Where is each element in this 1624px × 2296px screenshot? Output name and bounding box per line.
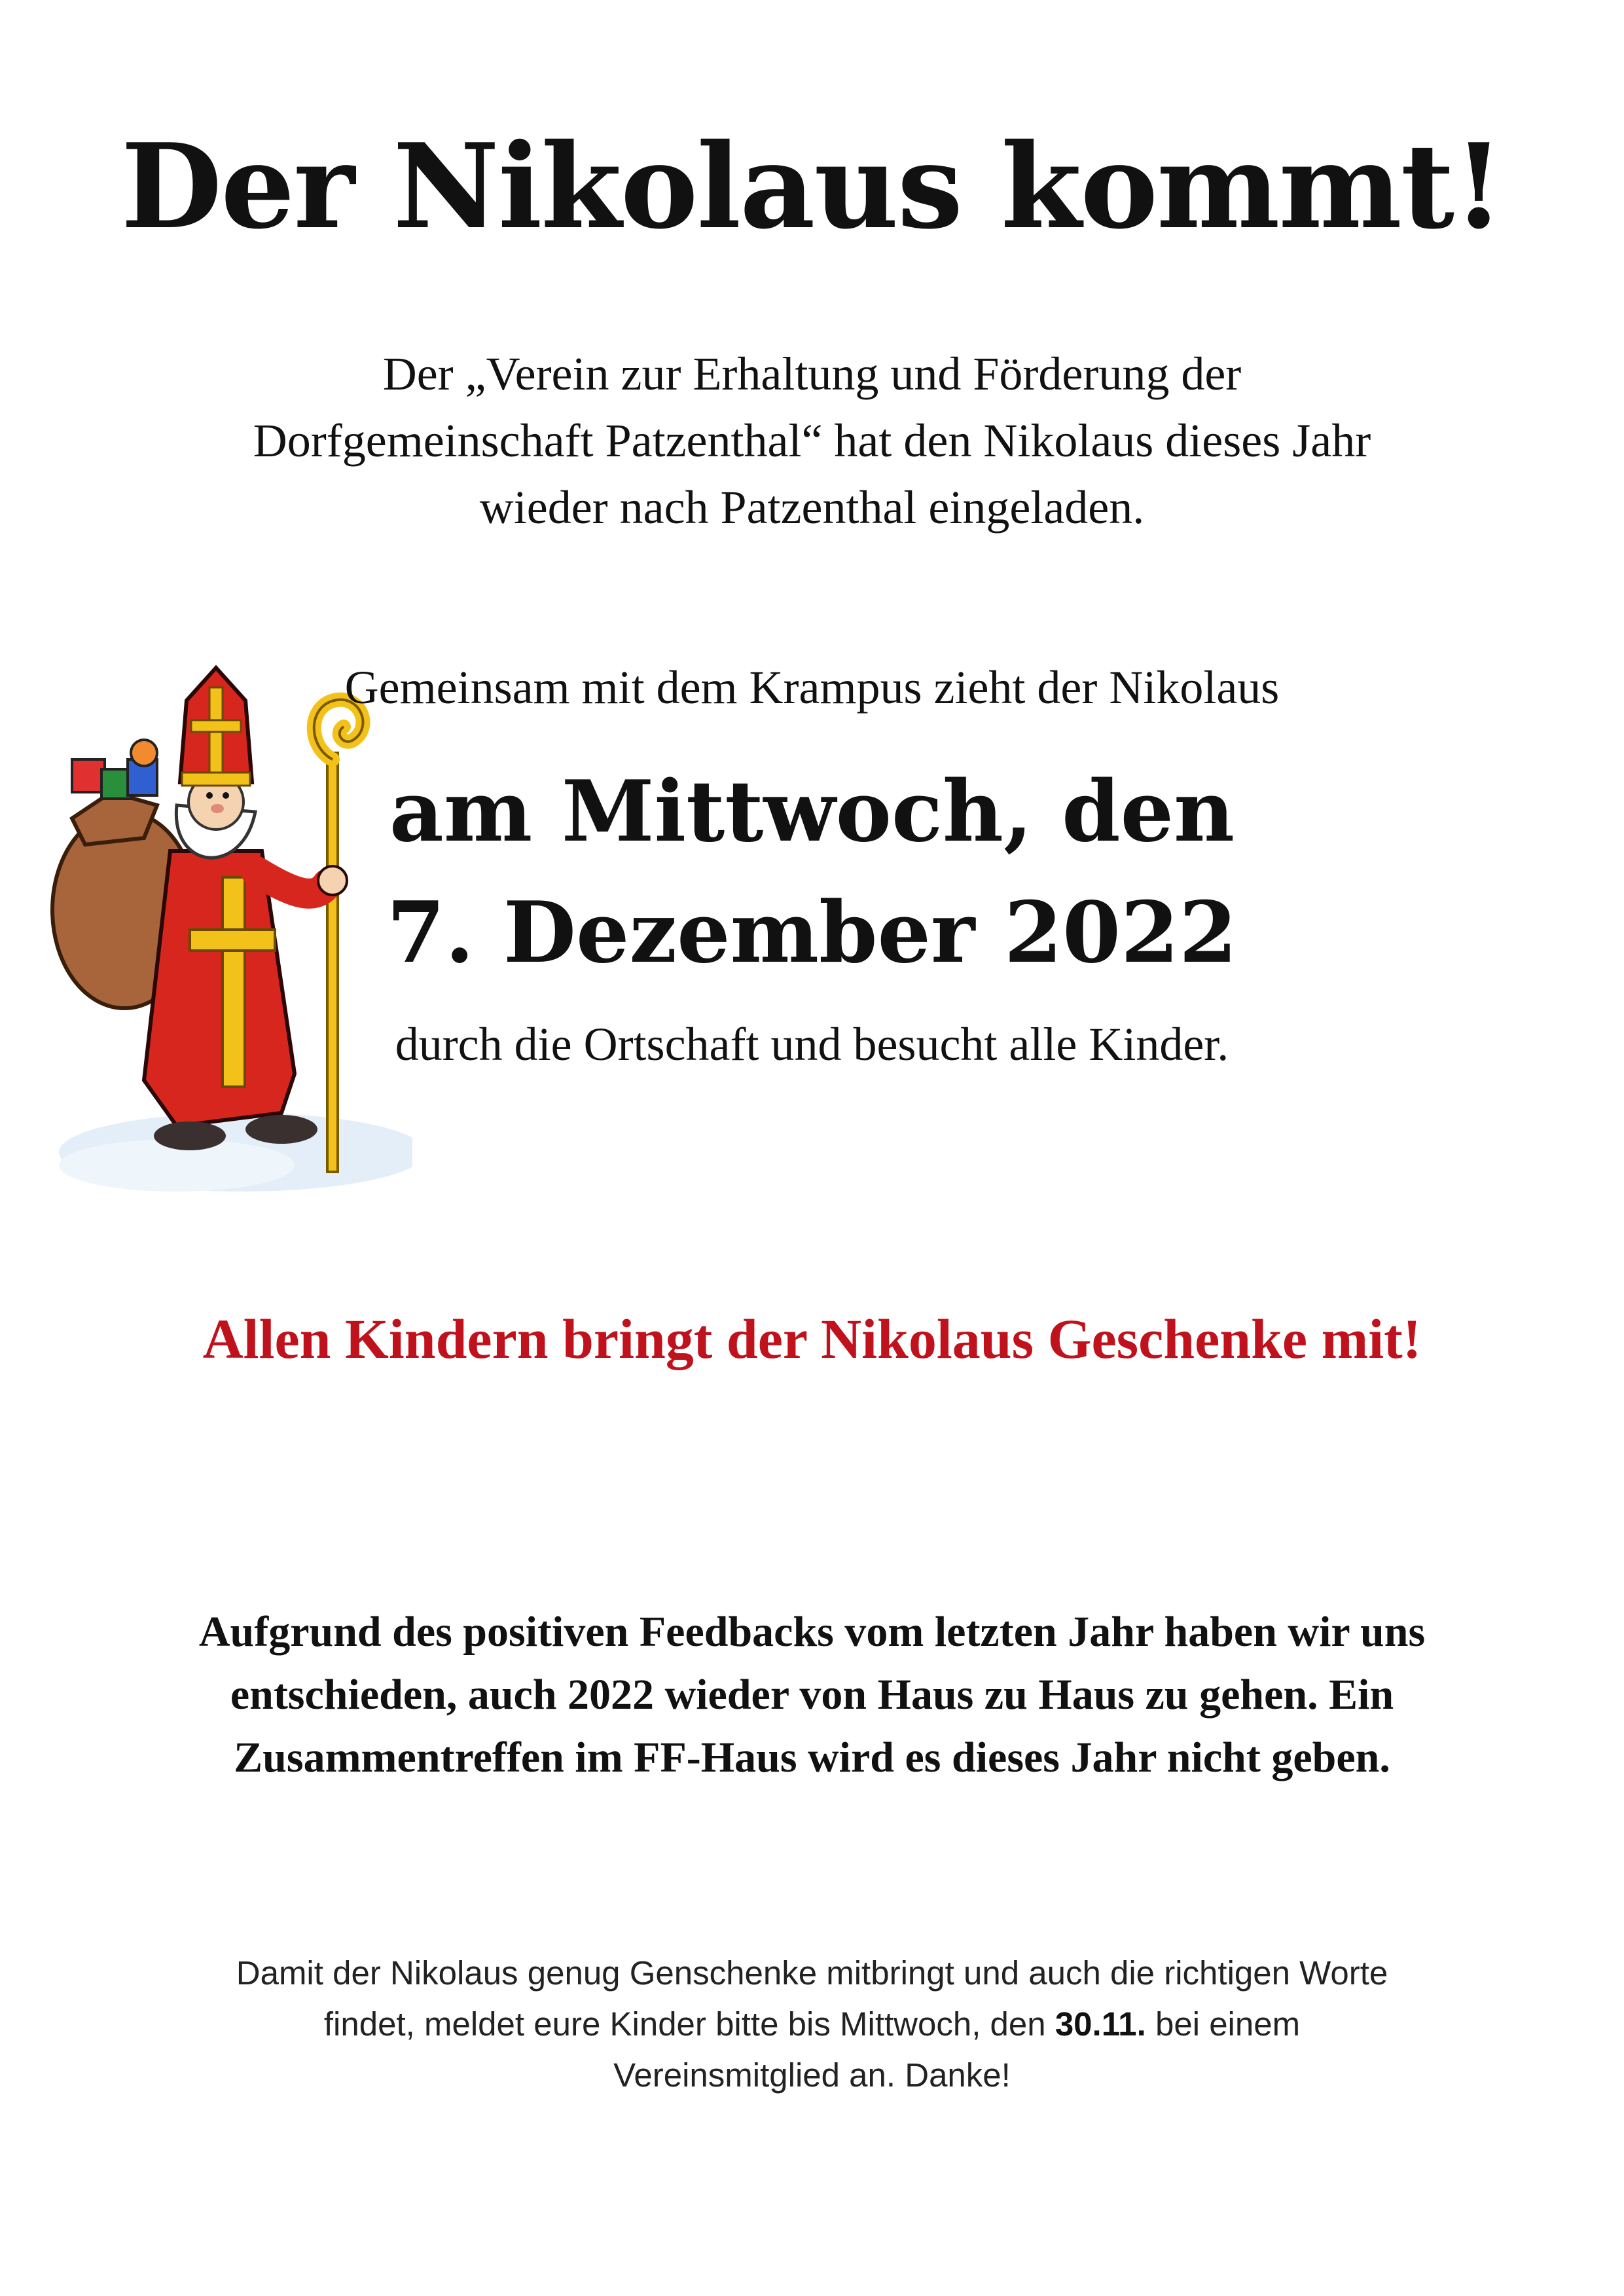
footer-line-2-post: bei einem xyxy=(1146,2005,1301,2043)
page-title: Der Nikolaus kommt! xyxy=(120,118,1504,255)
feedback-line-3: Zusammentreffen im FF-Haus wird es dieses Jahr nicht geben. xyxy=(234,1734,1390,1781)
feedback-paragraph xyxy=(196,1601,1428,1789)
feedback-line-1: Aufgrund des positiven Feedbacks vom letzten Jahr haben wir uns xyxy=(198,1608,1426,1656)
intro-line-1: Der „Verein zur Erhaltung und Förderung der xyxy=(382,348,1242,400)
registration-note xyxy=(164,1948,1460,2101)
footer-line-3: Vereinsmitglied an. Danke! xyxy=(613,2056,1011,2094)
intro-line-3: wieder nach Patzenthal eingeladen. xyxy=(479,481,1145,534)
footer-line-2 xyxy=(164,1999,1460,2050)
event-date-line-2: 7. Dezember 2022 xyxy=(386,884,1238,982)
footer-line-1: Damit der Nikolaus genug Genschenke mitbringt und auch die richtigen Worte xyxy=(236,1954,1388,1992)
footer-line-2-pre: findet, meldet eure Kinder bitte bis Mittwoch, den xyxy=(323,2005,1055,2043)
intro-paragraph xyxy=(196,340,1428,541)
intro-line-2: Dorfgemeinschaft Patzenthal“ hat den Nikolaus dieses Jahr xyxy=(253,414,1371,467)
event-date-line-1: am Mittwoch, den xyxy=(389,763,1235,861)
together-line: Gemeinsam mit dem Krampus zieht der Nikolaus xyxy=(344,661,1280,714)
feedback-line-2: entschieden, auch 2022 wieder von Haus zu Haus zu gehen. Ein xyxy=(230,1671,1394,1719)
gifts-announcement: Allen Kindern bringt der Nikolaus Geschenke mit! xyxy=(202,1307,1422,1370)
registration-deadline: 30.11. xyxy=(1055,2005,1146,2043)
through-line: durch die Ortschaft und besucht alle Kinder. xyxy=(395,1018,1229,1070)
